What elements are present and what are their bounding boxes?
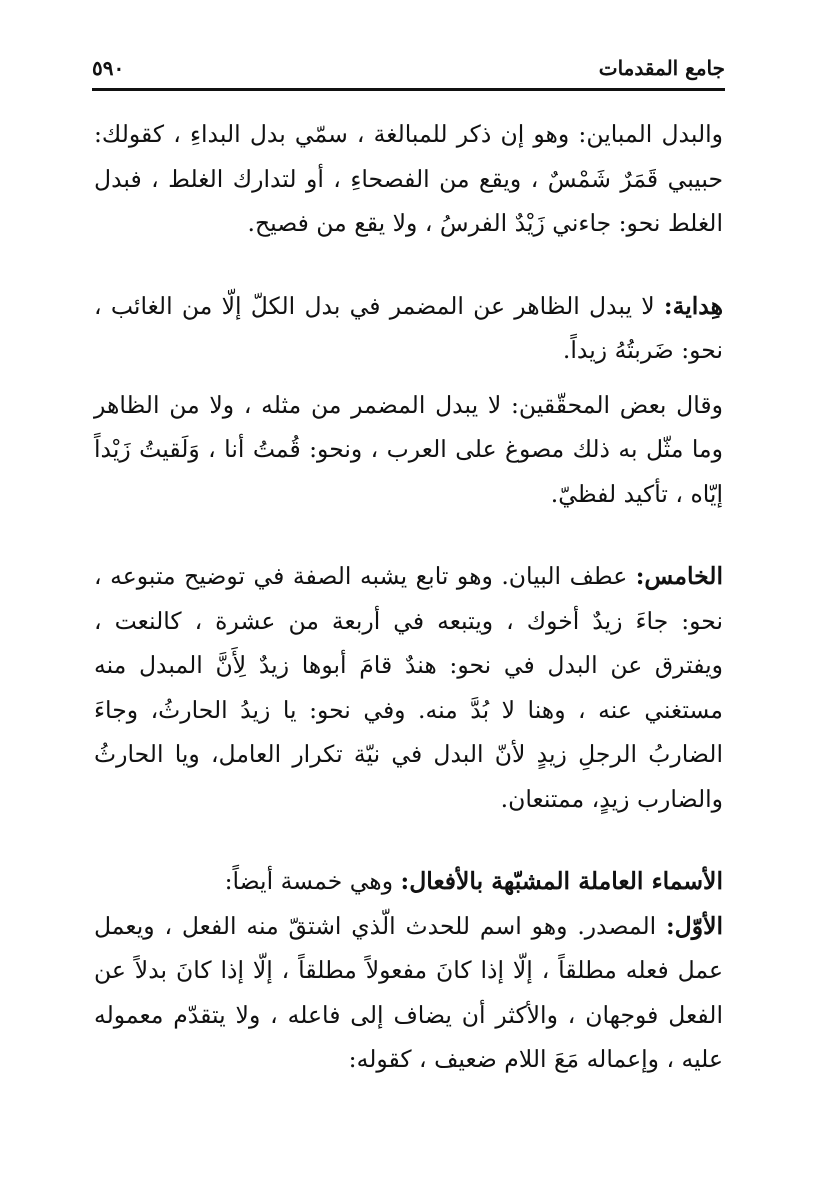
paragraph-term: الخامس: xyxy=(635,562,723,590)
paragraph-text: لا يبدل الظاهر عن المضمر في بدل الكلّ إلّا من الغائب ، نحو: ضَربتُهُ زيداً. xyxy=(94,291,723,364)
paragraph-gap xyxy=(94,516,723,554)
paragraph-text: المصدر. وهو اسم للحدث الّذي اشتقّ منه الفعل ، ويعمل عمل فعله مطلقاً ، إلّا إذا كانَ مفعولاً مطلقاً ، إلّا إذا كانَ بدلاً عن الفعل فوجهان ، والأكثر أن يضاف إلى فاعله ، ولا يتقدّم معموله عليه ، وإعماله مَعَ اللام ضعيف ، كقوله: xyxy=(94,911,723,1073)
paragraph-gap xyxy=(94,821,723,859)
page-number: ٥٩٠ xyxy=(92,56,125,80)
paragraph-scholars xyxy=(94,383,723,517)
paragraph-term: الأوّل: xyxy=(665,911,723,940)
paragraph-substitution-contrast xyxy=(94,112,723,246)
paragraph-text: عطف البيان. وهو تابع يشبه الصفة في توضيح متبوعه ، نحو: جاءَ زيدٌ أخوك ، ويتبعه في أربعة من عشرة ، كالنعت ، ويفترق عن البدل في نحو: هندٌ قامَ أبوها زيدٌ لِأَنَّ المبدل منه مستغني عنه ، وهنا لا بُدَّ منه. وفي نحو: يا زيدُ الحارثُ، وجاءَ الضاربُ الرجلِ زيدٍ لأنّ البدل في نيّة تكرار العامل، ويا الحارثُ والضارب زيدٍ، ممتنعان. xyxy=(94,562,723,813)
paragraph-text: وقال بعض المحقّقين: لا يبدل المضمر من مثله ، ولا من الظاهر وما مثّل به ذلك مصوغ على العرب ، ونحو: قُمتُ أنا ، وَلَقيتُ زَيْداً إيّاه ، تأكيد لفظيّ. xyxy=(94,390,723,508)
paragraph-gap xyxy=(94,246,723,284)
page-header xyxy=(92,50,725,86)
paragraph-text: والبدل المباين: وهو إن ذكر للمبالغة ، سمّي بدل البداءِ ، كقولك: حبيبي قَمَرٌ شَمْسٌ ، ويقع من الفصحاءِ ، أو لتدارك الغلط ، فبدل الغلط نحو: جاءني زَيْدٌ الفرسُ ، ولا يقع من فصيح. xyxy=(94,120,723,237)
paragraph-term: هِداية: xyxy=(663,291,723,320)
section-heading xyxy=(94,859,723,904)
page-body xyxy=(94,112,723,1082)
paragraph-first-masdar xyxy=(94,904,723,1082)
section-subtitle: وهي خمسة أيضاً: xyxy=(224,867,401,895)
book-title: جامع المقدمات xyxy=(598,56,725,80)
paragraph-gap xyxy=(94,373,723,383)
paragraph-hidaya xyxy=(94,284,723,373)
paragraph-fifth-explicative xyxy=(94,554,723,821)
section-title: الأسماء العاملة المشبّهة بالأفعال: xyxy=(400,867,723,895)
header-rule xyxy=(92,88,725,91)
